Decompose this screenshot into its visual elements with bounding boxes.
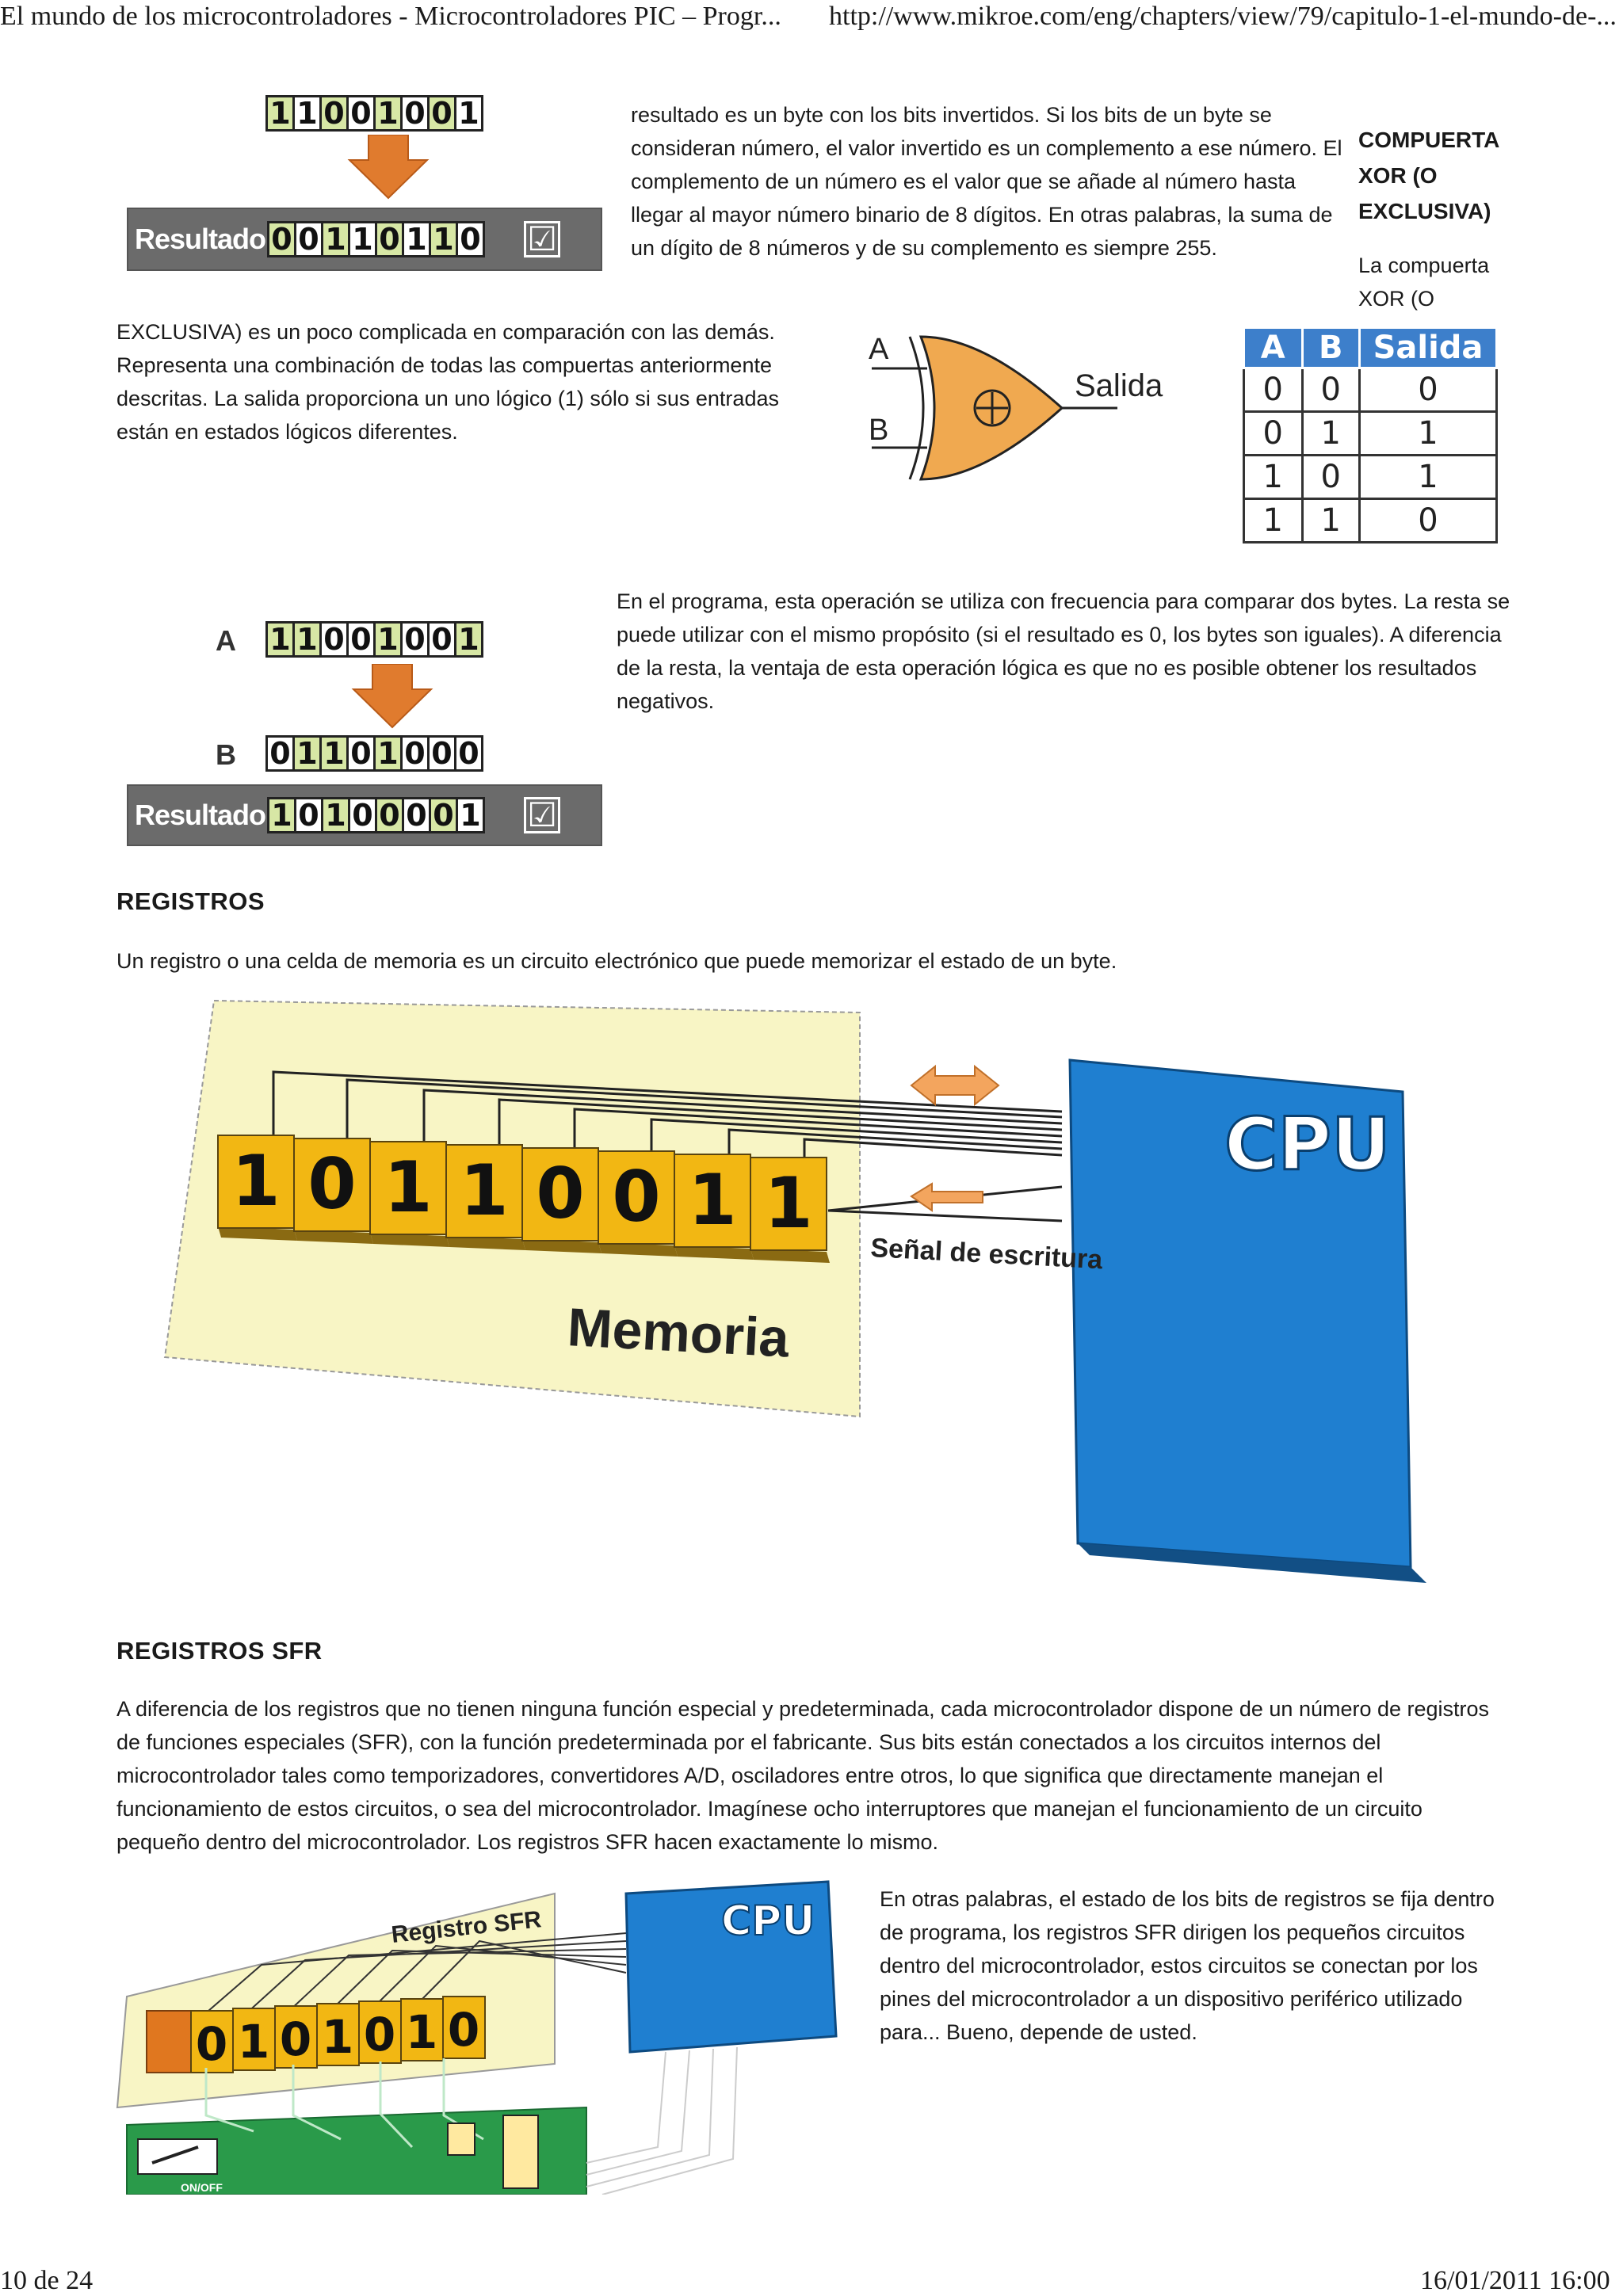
result-label: Resultado: [135, 223, 266, 255]
bit-cell: 0: [267, 221, 296, 257]
xor-heading: COMPUERTA XOR (O EXCLUSIVA): [1358, 128, 1499, 223]
xor-b-bits: [265, 735, 481, 772]
memory-cell: [370, 1142, 449, 1247]
truth-table-header: B: [1302, 328, 1360, 368]
gate-input-b: B: [869, 414, 889, 447]
xor-gate-diagram: [864, 321, 1197, 495]
bit-cell: 0: [427, 621, 456, 658]
bit-cell: 1: [292, 621, 322, 658]
not-paragraph: resultado es un byte con los bits invertidos. Si los bits de un byte se consideran número, el valor invertido es un complemento a ese número. El complemento de un número es el valor que se añade al número hasta llegar al mayor número binario de 8 dígitos. En otras palabras, la suma de un dígito de 8 números y de su complemento es siempre 255.: [631, 103, 1342, 260]
checkbox-icon: ☑: [524, 797, 560, 833]
bit-cell: 1: [373, 735, 403, 772]
truth-table-cell: 0: [1360, 368, 1497, 412]
bit-cell: 1: [321, 797, 350, 833]
bit-cell: 0: [375, 797, 404, 833]
truth-table-row: [1244, 368, 1497, 412]
memory-bit: 1: [231, 1140, 281, 1222]
bit-cell: 1: [319, 735, 349, 772]
memory-cell: [522, 1148, 601, 1253]
truth-table-header: Salida: [1360, 328, 1497, 368]
sfr-bit: 1: [237, 2015, 270, 2069]
sfr-bit: 0: [363, 2008, 396, 2061]
checkbox-icon: ☑: [524, 221, 560, 257]
registros-paragraph: Un registro o una celda de memoria es un circuito electrónico que puede memorizar el estado de un byte.: [116, 949, 1117, 973]
not-input-bits: [265, 95, 481, 132]
bit-cell: 1: [321, 221, 350, 257]
bit-cell: 0: [319, 621, 349, 658]
xor-intro: La compuerta XOR (O: [1358, 254, 1490, 311]
truth-table-cell: 1: [1302, 412, 1360, 456]
bit-cell: 0: [346, 621, 376, 658]
xor-paragraph: EXCLUSIVA) es un poco complicada en comparación con las demás. Representa una combinación de todas las compuertas anteriormente descritas. La salida proporciona un uno lógico (1) sólo si sus entradas están en estados lógicos diferentes.: [116, 320, 779, 444]
bit-cell: 0: [454, 735, 483, 772]
sfr-register-label: Registro SFR: [390, 1906, 543, 1948]
sfr-heading: REGISTROS SFR: [116, 1637, 323, 1665]
memory-bit: 1: [460, 1150, 509, 1231]
sfr-cpu-label: CPU: [721, 1897, 815, 1945]
down-arrow-icon: [345, 135, 432, 200]
result-label: Resultado: [135, 799, 266, 831]
xor-result-bar: [127, 784, 602, 846]
bit-cell: 0: [400, 621, 430, 658]
memory-bit: 0: [307, 1143, 357, 1225]
memory-bit: 1: [764, 1162, 813, 1244]
write-signal-label: Señal de escritura: [869, 1233, 1104, 1276]
bit-cell: 0: [456, 221, 485, 257]
bit-cell: 0: [400, 95, 430, 132]
cpu-label: CPU: [1224, 1102, 1391, 1187]
bit-cell: 1: [267, 797, 296, 833]
bit-cell: 1: [373, 621, 403, 658]
truth-table-header: A: [1244, 328, 1303, 368]
xor-usage-paragraph: En el programa, esta operación se utiliza con frecuencia para comparar dos bytes. La resta se puede utilizar con el mismo propósito (si el resultado es 0, los bytes son iguales). A diferencia de la resta, la ventaja de esta operación lógica es que no es posible obtener los resultados negativos.: [617, 589, 1510, 713]
bit-cell: 1: [429, 221, 458, 257]
register-diagram: [158, 997, 1466, 1623]
page-title: El mundo de los microcontroladores - Microcontroladores PIC – Progr...: [0, 2, 781, 31]
truth-table-cell: 1: [1244, 499, 1303, 543]
truth-table-row: [1244, 456, 1497, 499]
label-a: A: [216, 624, 236, 657]
page-number: 10 de 24: [0, 2266, 94, 2295]
bit-cell: 1: [454, 621, 483, 658]
memory-cell: [294, 1138, 373, 1244]
memory-bit: 1: [688, 1159, 737, 1241]
truth-table-cell: 0: [1360, 499, 1497, 543]
bit-cell: 0: [265, 735, 295, 772]
memory-label: Memoria: [566, 1297, 791, 1369]
memory-bit: 0: [536, 1153, 585, 1234]
truth-table-cell: 1: [1360, 412, 1497, 456]
label-b: B: [216, 738, 236, 771]
bit-cell: 0: [346, 735, 376, 772]
print-datetime: 16/01/2011 16:00: [1420, 2266, 1610, 2295]
left-arrow-icon: [911, 1184, 983, 1211]
memory-cell: [598, 1151, 678, 1257]
bit-cell: 0: [319, 95, 349, 132]
bit-cell: 0: [348, 797, 377, 833]
sfr-bit: 1: [321, 2010, 354, 2064]
bit-cell: 1: [348, 221, 377, 257]
sfr-bit: 0: [279, 2012, 312, 2066]
bit-cell: 0: [375, 221, 404, 257]
bit-cell: 1: [292, 735, 322, 772]
gate-output: Salida: [1075, 368, 1163, 403]
bit-cell: 1: [292, 95, 322, 132]
truth-table-cell: 0: [1302, 456, 1360, 499]
truth-table-cell: 1: [1244, 456, 1303, 499]
truth-table-row: [1244, 412, 1497, 456]
sfr-side-paragraph: En otras palabras, el estado de los bits de registros se fija dentro de programa, los registros SFR dirigen los pequeños circuitos dentro del microcontrolador, estos circuitos se conectan por los pines del microcontrolador a un dispositivo periférico utilizado para... Bueno, depende de usted.: [880, 1887, 1495, 2044]
sfr-cell-orange: [147, 2011, 191, 2073]
sfr-bit: 0: [447, 2003, 480, 2057]
bit-cell: 1: [456, 797, 485, 833]
page-url: http://www.mikroe.com/eng/chapters/view/79/capitulo-1-el-mundo-de-...: [829, 2, 1617, 31]
memory-cell: [218, 1135, 297, 1241]
sfr-diagram: [111, 1878, 872, 2195]
bit-cell: 0: [427, 735, 456, 772]
gate-input-a: A: [869, 333, 889, 366]
truth-table-cell: 0: [1244, 412, 1303, 456]
sfr-bit: 1: [405, 2005, 438, 2059]
memory-bit: 0: [612, 1156, 661, 1238]
memory-bit: 1: [384, 1146, 433, 1228]
truth-table-cell: 0: [1302, 368, 1360, 412]
bit-cell: 0: [400, 735, 430, 772]
xor-a-bits: [265, 621, 481, 658]
memory-cell: [750, 1158, 830, 1263]
bit-cell: 0: [346, 95, 376, 132]
bit-cell: 1: [454, 95, 483, 132]
bit-cell: 1: [373, 95, 403, 132]
bit-cell: 1: [265, 95, 295, 132]
truth-table-cell: 1: [1302, 499, 1360, 543]
truth-table: [1243, 326, 1498, 543]
bit-cell: 1: [265, 621, 295, 658]
truth-table-row: [1244, 499, 1497, 543]
truth-table-cell: 0: [1244, 368, 1303, 412]
bit-cell: 1: [402, 221, 431, 257]
sfr-bit: 0: [195, 2017, 228, 2071]
bit-cell: 0: [294, 797, 323, 833]
not-result-bar: [127, 208, 602, 271]
down-arrow-icon: [349, 664, 436, 729]
bit-cell: 0: [402, 797, 431, 833]
memory-cell: [674, 1154, 754, 1260]
registros-heading: REGISTROS: [116, 887, 265, 915]
truth-table-cell: 1: [1360, 456, 1497, 499]
bit-cell: 0: [294, 221, 323, 257]
switch-label: ON/OFF: [181, 2181, 223, 2194]
bit-cell: 0: [429, 797, 458, 833]
sfr-paragraph: A diferencia de los registros que no tienen ninguna función especial y predeterminada, cada microcontrolador dispone de un número de registros de funciones especiales (SFR), con la función predeterminada por el fabricante. Sus bits están conectados a los circuitos internos del microcontrolador tales como temporizadores, convertidores A/D, osciladores entre otros, lo que significa que directamente manejan el funcionamiento de estos circuitos, o sea del microcontrolador. Imagínese ocho interruptores que manejan el funcionamiento de un circuito pequeño dentro del microcontrolador. Los registros SFR hacen exactamente lo mismo.: [116, 1697, 1490, 1854]
bidirectional-arrow-icon: [911, 1066, 999, 1104]
memory-cell: [446, 1145, 525, 1250]
bit-cell: 0: [427, 95, 456, 132]
